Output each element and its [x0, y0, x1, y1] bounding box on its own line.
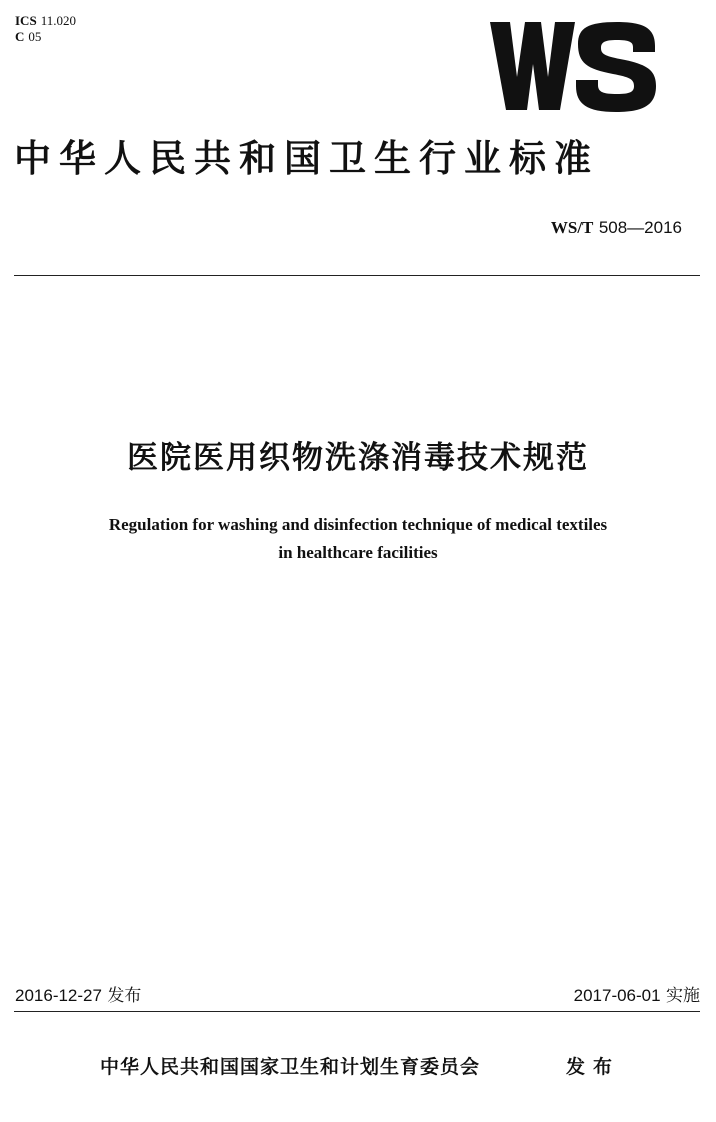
implementation-date: 2017-06-01 — [573, 986, 661, 1005]
ics-label: ICS — [15, 13, 37, 28]
ws-logo — [490, 22, 656, 112]
standard-code: 508—2016 — [598, 218, 682, 237]
standard-number — [551, 217, 682, 239]
classification-codes — [15, 13, 76, 45]
ccs-label: C — [15, 29, 25, 44]
title-english-line-2: in healthcare facilities — [278, 543, 438, 562]
ics-code: 11.020 — [40, 13, 76, 28]
document-title-english — [20, 511, 696, 567]
issue-date-block — [15, 985, 141, 1007]
top-divider — [14, 275, 700, 276]
publish-label: 发布 — [566, 1056, 621, 1078]
issue-label: 发布 — [107, 986, 142, 1006]
implementation-date-block — [574, 985, 700, 1007]
standard-prefix: WS/T — [550, 218, 594, 237]
organization-title: 中华人民共和国卫生行业标准 — [14, 137, 599, 180]
ccs-code: 05 — [28, 29, 42, 44]
implementation-label: 实施 — [666, 986, 700, 1006]
title-english-line-1: Regulation for washing and disinfection technique of medical textiles — [108, 515, 608, 534]
issue-date: 2016-12-27 — [15, 986, 102, 1005]
document-title-chinese: 医院医用织物洗涤消毒技术规范 — [127, 440, 589, 476]
publisher-name: 中华人民共和国国家卫生和计划生育委员会 — [100, 1056, 481, 1078]
bottom-divider — [14, 1011, 700, 1012]
